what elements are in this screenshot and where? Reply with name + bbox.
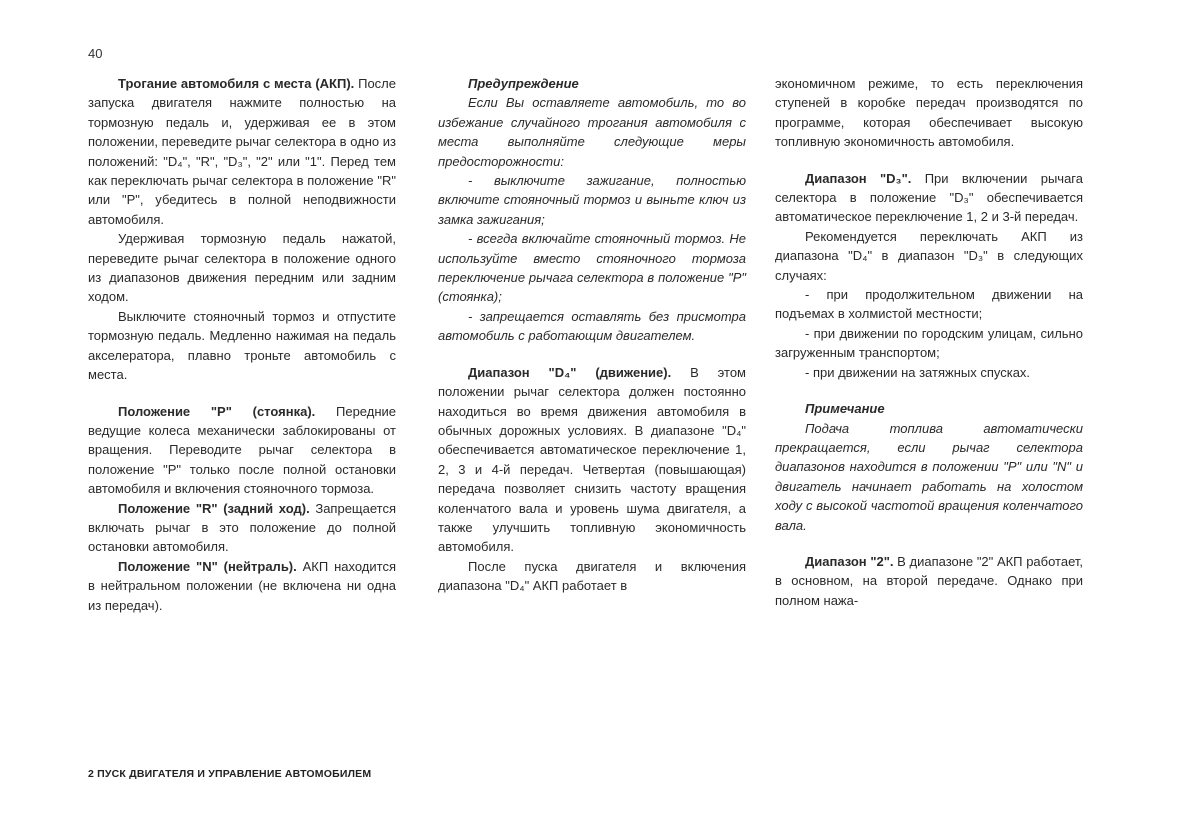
text-position-r: Запрещается включать рычаг в это положение до полной остановки автомобиля.: [88, 500, 397, 555]
column-3: [775, 74, 1083, 610]
heading-range-d3: Диапазон "D₃".: [805, 170, 912, 186]
page-number: 40: [88, 46, 103, 61]
text-position-p: Передние ведущие колеса механически заблокированы от вращения. Переводите рычаг селектора в положение "P" только после полной остановки автомобиля и включения стояночного тормоза.: [88, 403, 396, 497]
list-item-uphill: - при продолжительном движении на подъемах в холмистой местности;: [775, 287, 1083, 322]
text-range-d4: В этом положении рычаг селектора должен постоянно находиться во время движения автомобиля в обычных дорожных условиях. В диапазоне "D₄" обеспечивается автоматическое переключение 1, 2, 3 и 4-й передач. Четвертая (повышающая) передача позволяет снизить частоту вращения коленчатого вала и уровень шума двигателя, а также улучшить топливную экономичность автомобиля.: [438, 364, 746, 555]
paragraph-economy-mode: экономичном режиме, то есть переключения ступеней в коробке передач производятся по программе, которая обеспечивает высокую топливную экономичность автомобиля.: [775, 76, 1083, 150]
paragraph-starting-off: [88, 74, 396, 229]
paragraph-range-d4: [438, 363, 746, 557]
paragraph-release-brake: Выключите стояночный тормоз и отпустите тормозную педаль. Медленно нажимая на педаль акселератора, плавно троньте автомобиль с места.: [88, 308, 396, 383]
paragraph-hold-brake: Удерживая тормозную педаль нажатой, переведите рычаг селектора в положение одного из диапазонов движения передним или задним ходом.: [88, 231, 396, 305]
text-starting-off: После запуска двигателя нажмите полностью на тормозную педаль и, удерживая ее в этом положении, переведите рычаг селектора в одно из положений: "D₄", "R", "D₃", "2" или "1". Перед тем как переключать рычаг селектора в положение "R" или "P", убедитесь в полной неподвижности автомобиля.: [88, 76, 396, 227]
warning-item-ignition: - выключите зажигание, полностью включите стояночный тормоз и выньте ключ из замка зажигания;: [438, 173, 746, 227]
text-range-d3: При включении рычага селектора в положение "D₃" обеспечивается автоматическое переключение 1, 2 и 3-й передач.: [775, 170, 1083, 225]
heading-position-p: Положение "P" (стоянка).: [118, 403, 316, 419]
paragraph-range-d3: [775, 169, 1083, 227]
text-position-n: АКП находится в нейтральном положении (не включена ни одна из передач).: [88, 558, 396, 613]
heading-range-2: Диапазон "2".: [805, 553, 894, 569]
heading-range-d4: Диапазон "D₄" (движение).: [468, 364, 672, 380]
warning-text-intro: Если Вы оставляете автомобиль, то во избежание случайного трогания автомобиля с места выполняйте следующие меры предосторожности:: [438, 95, 746, 169]
paragraph-position-n: [88, 557, 396, 615]
heading-position-r: Положение "R" (задний ход).: [118, 500, 310, 516]
note-title: Примечание: [805, 401, 885, 417]
paragraph-position-p: [88, 402, 396, 499]
paragraph-after-start: После пуска двигателя и включения диапазона "D₄" АКП работает в: [438, 558, 746, 594]
note-text: Подача топлива автоматически прекращается, если рычаг селектора диапазонов находится в положении "P" или "N" и двигатель начинает работать на холостом ходу с высокой частотой вращения коленчатого вала.: [775, 420, 1083, 533]
paragraph-recommendation: Рекомендуется переключать АКП из диапазона "D₄" в диапазон "D₃" в следующих случаях:: [775, 228, 1083, 283]
column-2: [438, 74, 746, 596]
warning-item-parking-brake: - всегда включайте стояночный тормоз. Не используйте вместо стояночного тормоза переключение рычага селектора в положение "P" (стоянка);: [438, 231, 746, 305]
warning-item-unattended: - запрещается оставлять без присмотра автомобиль с работающим двигателем.: [438, 308, 746, 344]
heading-starting-off: Трогание автомобиля с места (АКП).: [118, 76, 355, 91]
warning-title: Предупреждение: [468, 76, 579, 91]
paragraph-position-r: [88, 499, 396, 557]
section-footer: 2 ПУСК ДВИГАТЕЛЯ И УПРАВЛЕНИЕ АВТОМОБИЛЕМ: [88, 768, 372, 780]
heading-position-n: Положение "N" (нейтраль).: [118, 558, 297, 574]
paragraph-range-2: [775, 552, 1083, 610]
list-item-city: - при движении по городским улицам, сильно загруженным транспортом;: [775, 325, 1083, 361]
text-range-2: В диапазоне "2" АКП работает, в основном, на второй передаче. Однако при полном нажа-: [775, 553, 1084, 608]
list-item-downhill: - при движении на затяжных спусках.: [805, 364, 1031, 380]
column-1: [88, 74, 396, 615]
